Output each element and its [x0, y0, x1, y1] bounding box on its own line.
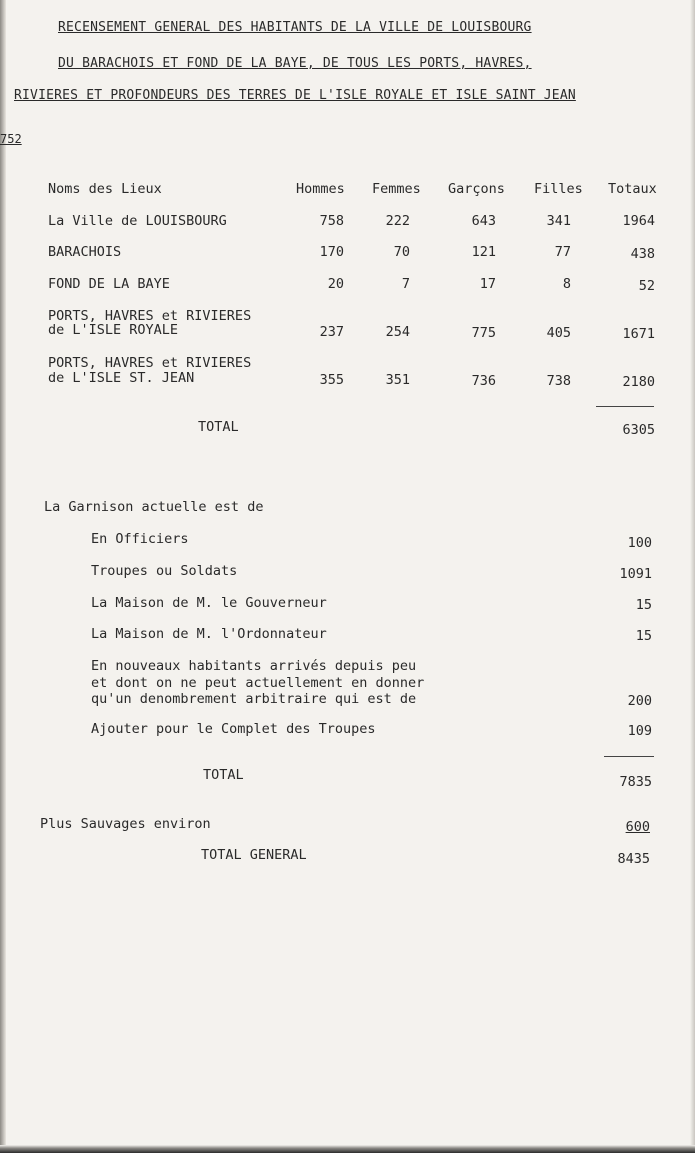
cell-filles: 341	[546, 213, 571, 229]
column-header-femmes: Femmes	[372, 181, 421, 197]
row-lieu: BARACHOIS	[48, 244, 122, 260]
page-marker: 752	[0, 132, 22, 146]
cell-femmes: 7	[401, 276, 410, 292]
garrison-item-value: 15	[635, 597, 652, 613]
row-lieu-line-2: de L'ISLE ROYALE	[48, 322, 179, 338]
cell-garcons: 736	[471, 373, 496, 389]
cell-hommes: 355	[319, 372, 344, 388]
cell-totaux: 1671	[622, 326, 655, 342]
cell-femmes: 351	[385, 372, 410, 388]
column-header-filles: Filles	[534, 181, 583, 197]
cell-femmes: 222	[385, 213, 410, 229]
cell-filles: 405	[546, 325, 571, 341]
sum-rule	[596, 406, 654, 407]
page-edge	[690, 0, 695, 1153]
cell-totaux: 2180	[622, 374, 655, 390]
garrison-item-label: En Officiers	[91, 531, 189, 547]
book-spine-shadow	[0, 0, 6, 1153]
garrison-item-label: Ajouter pour le Complet des Troupes	[91, 721, 376, 737]
grand-total-label: TOTAL GENERAL	[201, 847, 307, 863]
row-lieu: La Ville de LOUISBOURG	[48, 213, 227, 229]
garrison-item-label: La Maison de M. l'Ordonnateur	[91, 626, 327, 642]
cell-filles: 8	[562, 276, 571, 292]
document-title-line-2: DU BARACHOIS ET FOND DE LA BAYE, DE TOUS LES PORTS, HAVRES,	[58, 56, 532, 71]
cell-garcons: 121	[471, 244, 496, 260]
cell-filles: 738	[546, 373, 571, 389]
sauvages-label: Plus Sauvages environ	[40, 816, 211, 832]
cell-filles: 77	[554, 244, 571, 260]
column-header-garcons: Garçons	[448, 181, 505, 197]
document-title-line-3: RIVIERES ET PROFONDEURS DES TERRES DE L'ISLE ROYALE ET ISLE SAINT JEAN	[14, 88, 576, 103]
cell-hommes: 758	[319, 213, 344, 229]
cell-totaux: 438	[630, 246, 655, 262]
cell-garcons: 775	[471, 325, 496, 341]
census-total-value: 6305	[622, 422, 655, 438]
cell-femmes: 70	[393, 244, 410, 260]
cell-hommes: 170	[319, 244, 344, 260]
page-bottom-shadow	[0, 1145, 695, 1153]
garrison-total-label: TOTAL	[203, 767, 244, 783]
cell-femmes: 254	[385, 324, 410, 340]
document-title-line-1: RECENSEMENT GENERAL DES HABITANTS DE LA VILLE DE LOUISBOURG	[58, 20, 532, 35]
row-lieu: FOND DE LA BAYE	[48, 276, 170, 292]
row-lieu-line-1: PORTS, HAVRES et RIVIERES	[48, 308, 252, 324]
garrison-item-value: 109	[627, 723, 652, 739]
garrison-item-value: 15	[635, 628, 652, 644]
garrison-item-value: 1091	[619, 566, 652, 582]
garrison-item-label-line-3: qu'un denombrement arbitraire qui est de	[91, 691, 417, 707]
cell-garcons: 17	[479, 276, 496, 292]
grand-total-value: 8435	[617, 851, 650, 867]
column-header-totaux: Totaux	[608, 181, 657, 197]
garrison-total-value: 7835	[619, 774, 652, 790]
cell-totaux: 1964	[622, 213, 655, 229]
sum-rule	[604, 756, 654, 757]
garrison-item-label-line-2: et dont on ne peut actuellement en donner	[91, 675, 425, 691]
cell-garcons: 643	[471, 213, 496, 229]
cell-hommes: 20	[327, 276, 344, 292]
column-header-lieux: Noms des Lieux	[48, 181, 162, 197]
garrison-item-value: 100	[627, 535, 652, 551]
cell-hommes: 237	[319, 324, 344, 340]
sauvages-value: 600	[625, 819, 650, 835]
census-total-label: TOTAL	[198, 419, 239, 435]
cell-totaux: 52	[638, 278, 655, 294]
garrison-item-label: Troupes ou Soldats	[91, 563, 238, 579]
garrison-item-label: La Maison de M. le Gouverneur	[91, 595, 327, 611]
column-header-hommes: Hommes	[296, 181, 345, 197]
garrison-intro: La Garnison actuelle est de	[44, 499, 264, 515]
garrison-item-value: 200	[627, 693, 652, 709]
row-lieu-line-1: PORTS, HAVRES et RIVIERES	[48, 355, 252, 371]
garrison-item-label-line-1: En nouveaux habitants arrivés depuis peu	[91, 658, 417, 674]
row-lieu-line-2: de L'ISLE ST. JEAN	[48, 370, 195, 386]
